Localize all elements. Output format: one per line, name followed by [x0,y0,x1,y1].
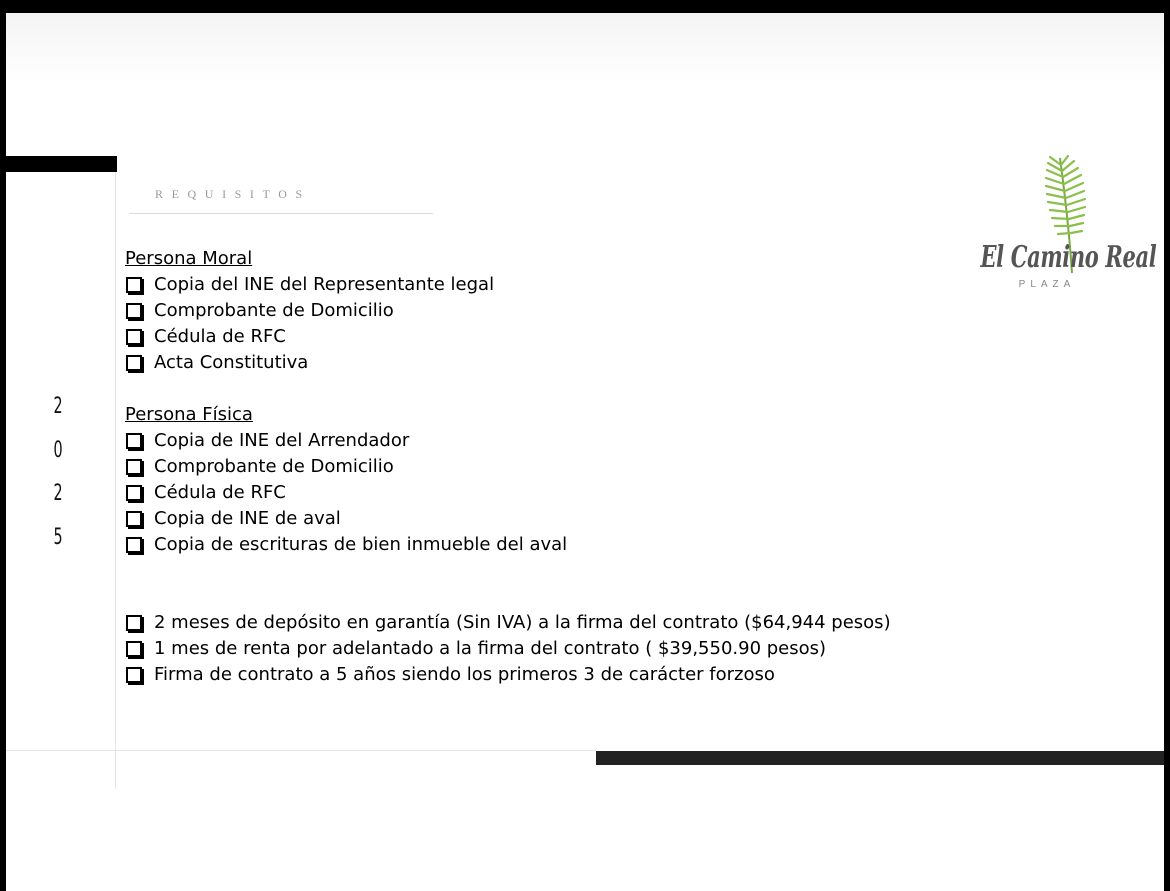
persona-moral-title: Persona Moral [125,248,253,269]
item-text: Firma de contrato a 5 años siendo los primeros 3 de carácter forzoso [154,664,775,685]
list-item [125,298,891,324]
vertical-divider [115,172,116,789]
logo-title: El Camino Real [980,240,1157,275]
checkbox-icon [126,641,142,657]
item-text: Cédula de RFC [154,326,286,347]
list-item [125,350,891,376]
requirements-content [125,246,891,688]
logo-subtitle: PLAZA [1018,279,1076,290]
item-text: Copia de escrituras de bien inmueble del aval [154,534,568,555]
bottom-accent-bar [596,751,1164,765]
persona-fisica-title: Persona Física [125,404,253,425]
list-item [125,636,891,662]
list-item [125,324,891,350]
top-shadow [6,13,1164,83]
heading-underline [129,213,433,214]
checkbox-icon [126,303,142,319]
vertical-year [52,385,65,559]
list-item [125,272,891,298]
list-item [125,506,891,532]
brand-logo [952,153,1157,303]
item-text: Comprobante de Domicilio [154,300,394,321]
list-item [125,480,891,506]
checkbox-icon [126,277,142,293]
checkbox-icon [126,459,142,475]
list-item [125,662,891,688]
item-text: Copia de INE del Arrendador [154,430,410,451]
list-item [125,532,891,558]
checkbox-icon [126,355,142,371]
checkbox-icon [126,485,142,501]
year-digit: 2 [53,394,63,419]
year-digit: 5 [53,524,63,550]
item-text: Comprobante de Domicilio [154,456,394,477]
item-text: Copia de INE de aval [154,508,341,529]
checkbox-icon [126,667,142,683]
checkbox-icon [126,511,142,527]
left-accent-bar [6,156,117,172]
list-item [125,454,891,480]
checkbox-icon [126,615,142,631]
item-text: Copia del INE del Representante legal [154,274,495,295]
year-digit: 2 [53,481,63,506]
checkbox-icon [126,433,142,449]
checkbox-icon [126,329,142,345]
spacer [125,376,891,402]
list-item [125,428,891,454]
item-text: 1 mes de renta por adelantado a la firma del contrato ( $39,550.90 pesos) [154,638,827,659]
list-item [125,610,891,636]
checkbox-icon [126,537,142,553]
item-text: 2 meses de depósito en garantía (Sin IVA) a la firma del contrato ($64,944 pesos) [154,612,891,633]
section-heading: REQUISITOS [155,187,311,201]
year-digit: 0 [53,437,63,463]
spacer [125,558,891,610]
horizontal-divider [6,750,596,751]
item-text: Acta Constitutiva [154,352,309,373]
document-page [6,13,1164,891]
item-text: Cédula de RFC [154,482,286,503]
